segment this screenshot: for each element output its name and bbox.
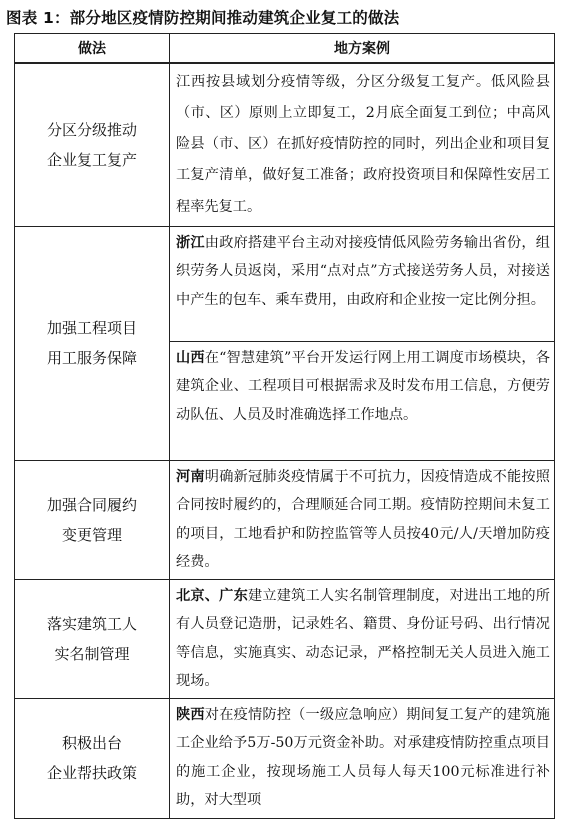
- case-text: 在“智慧建筑”平台开发运行网上用工调度市场模块，各建筑企业、工程项目可根据需求及时发布用工信息，方便劳动队伍、人员及时准确选择工作地点。: [176, 349, 550, 423]
- method-line: 企业复工复产: [46, 150, 137, 169]
- method-cell: [15, 460, 170, 579]
- method-cell: [15, 226, 170, 460]
- table-row: [15, 698, 555, 818]
- figure-title: 图表 1：部分地区疫情防控期间推动建筑企业复工的做法: [6, 9, 400, 27]
- case-cell: [170, 579, 555, 698]
- case-text: 由政府搭建平台主动对接疫情低风险劳务输出省份，组织劳务人员返岗，采用“点对点”方式接送劳务人员，对接送中产生的包车、乘车费用，由政府和企业按一定比例分担。: [176, 234, 550, 308]
- table-row: [15, 63, 555, 226]
- method-line: 变更管理: [61, 525, 122, 544]
- method-line: 用工服务保障: [46, 349, 137, 367]
- header-cases: 地方案例: [170, 34, 555, 64]
- case-text: 明确新冠肺炎疫情属于不可抗力，因疫情造成不能按照合同按时履约的，合理顺延合同工期。疫情防控期间未复工的项目，工地看护和防控监管等人员按40元/人/天增加防疫经费。: [176, 468, 550, 570]
- method-line: 实名制管理: [54, 644, 130, 663]
- method-cell: [15, 698, 170, 818]
- method-cell: [15, 63, 170, 226]
- case-entry: [170, 227, 554, 341]
- case-cell: [170, 460, 555, 579]
- case-cell: [170, 698, 555, 818]
- case-text: 江西按县域划分疫情等级，分区分级复工复产。低风险县（市、区）原则上立即复工，2月底全面复工到位；中高风险县（市、区）在抓好疫情防控的同时，列出企业和项目复工复产清单，做好复工准备；政府投资项目和保障性安居工程率先复工。: [176, 73, 550, 215]
- case-cell: [170, 63, 555, 226]
- header-method: 做法: [15, 34, 170, 64]
- region-name: 山西: [176, 349, 205, 366]
- policy-table: [14, 33, 555, 819]
- table-header-row: [15, 34, 555, 64]
- region-name: 河南: [176, 468, 205, 485]
- method-line: 落实建筑工人: [46, 614, 137, 633]
- case-text: 建立建筑工人实名制管理制度，对进出工地的所有人员登记造册，记录姓名、籍贯、身份证号码、出行情况等信息，实施真实、动态记录，严格控制无关人员进入施工现场。: [176, 587, 550, 689]
- method-line: 积极出台: [61, 734, 122, 752]
- table-row: [15, 460, 555, 579]
- table-row: [15, 226, 555, 460]
- case-cell: [170, 226, 555, 460]
- table-row: [15, 579, 555, 698]
- case-entry: [170, 341, 554, 460]
- case-text: 对在疫情防控（一级应急响应）期间复工复产的建筑施工企业给予5万-50万元资金补助。对承建疫情防控重点项目的施工企业，按现场施工人员每人每天100元标准进行补助，对大型项: [176, 706, 550, 808]
- region-name: 陕西: [176, 706, 205, 723]
- method-line: 加强工程项目: [46, 319, 137, 337]
- method-line: 加强合同履约: [46, 495, 137, 514]
- region-name: 北京、广东: [176, 587, 248, 604]
- method-line: 分区分级推动: [46, 120, 137, 139]
- method-cell: [15, 579, 170, 698]
- region-name: 浙江: [176, 234, 205, 251]
- method-line: 企业帮扶政策: [46, 764, 137, 782]
